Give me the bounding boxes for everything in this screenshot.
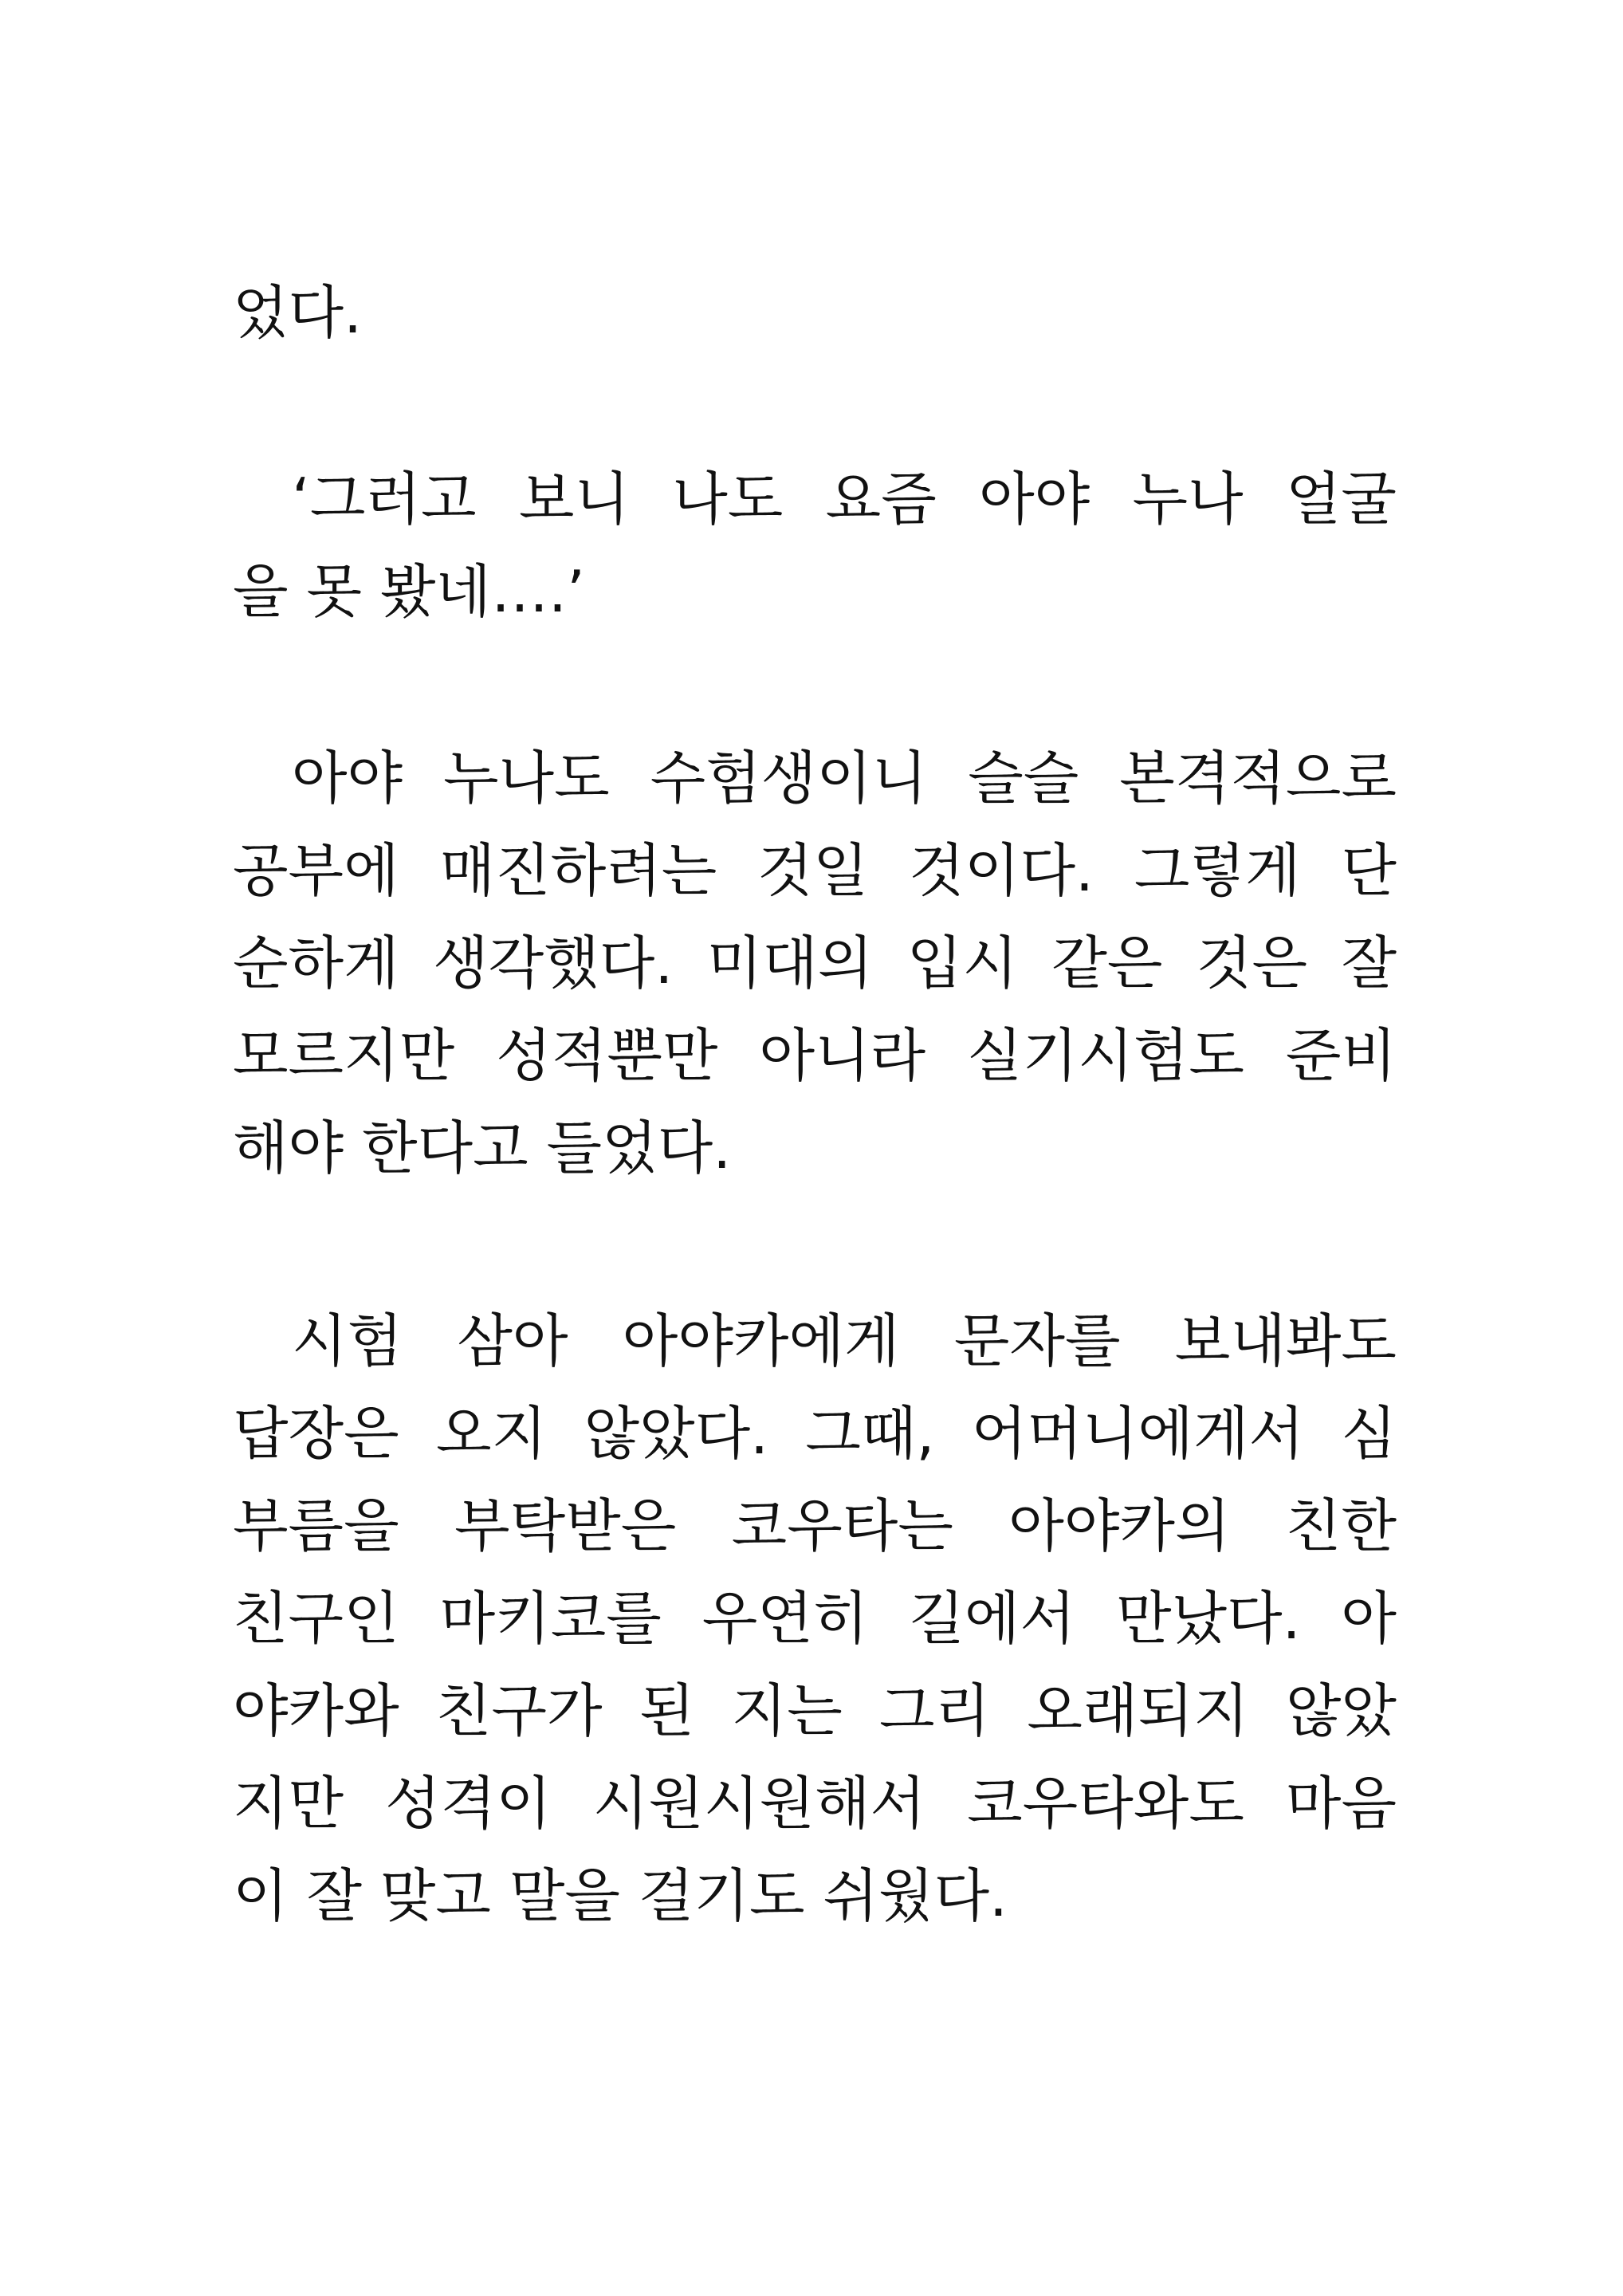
paragraph-line: 순하게 생각했다. 미대의 입시 같은 것은 잘 [233,930,1397,997]
paragraph-line: 시험 삼아 아야카에게 문자를 보내봐도 [292,1307,1397,1374]
paragraph-line: 었다. [233,279,362,346]
paragraph-line: 해야 한다고 들었다. [233,1115,732,1181]
paragraph-line: 이 잘 맞고 말을 걸기도 쉬웠다. [233,1862,1008,1929]
paragraph-line: 부름을 부탁받은 코우타는 아야카의 친한 [233,1492,1397,1559]
paragraph-line: 지만 성격이 시원시원해서 코우타와도 마음 [233,1770,1397,1837]
paragraph-line: 친구인 마키코를 우연히 길에서 만났다. 아 [233,1585,1397,1652]
paragraph-4 [233,1295,1397,1942]
paragraph-line: 모르지만 성적뿐만 아니라 실기시험도 준비 [233,1022,1397,1089]
paragraph-line: 을 못 봤네….’ [233,558,585,625]
paragraph-line: 아야 누나도 수험생이니 슬슬 본격적으로 [292,745,1397,812]
paragraph-2 [233,453,1397,638]
paragraph-line: 공부에 매진하려는 것일 것이다. 그렇게 단 [233,837,1397,904]
paragraph-line: ‘그러고 보니 나도 요즘 아야 누나 얼굴 [292,466,1397,533]
paragraph-3 [233,732,1397,1194]
paragraph-1 [233,266,1397,359]
paragraph-line: 답장은 오지 않았다. 그때, 어머니에게서 심 [233,1400,1397,1467]
paragraph-line: 야카와 친구가 된 지는 그리 오래되지 않았 [233,1677,1397,1744]
